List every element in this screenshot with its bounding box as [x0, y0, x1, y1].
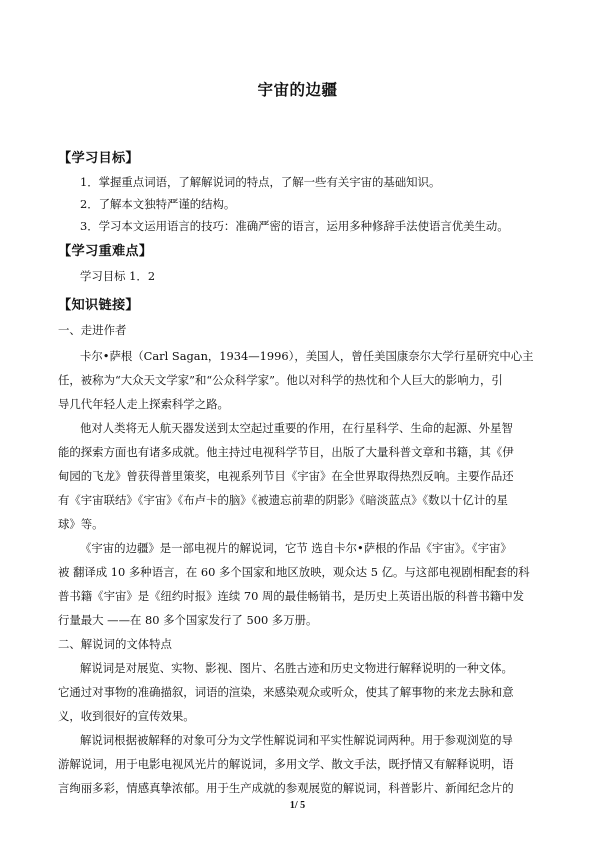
goal-item-2: 2．了解本文独特严谨的结构。 [80, 197, 236, 211]
paragraph-line: 导几代年轻人走上探索科学之路。 [58, 397, 229, 411]
paragraph-line: 义，收到很好的宣传效果。 [58, 709, 195, 723]
paragraph-line: 解说词根据被解释的对象可分为文学性解说词和平实性解说词两种。用于参观浏览的导 [80, 733, 513, 747]
page-number: 1/ 5 [289, 800, 306, 811]
part1-heading: 一、走进作者 [58, 323, 127, 337]
paragraph-line: 普书籍《宇宙》是《纽约时报》连续 70 周的最佳畅销书，是历史上英语出版的科普书籍中发 [58, 589, 524, 603]
part2-heading: 二、解说词的文体特点 [58, 637, 172, 651]
paragraph-line: 《宇宙的边疆》是一部电视片的解说词，它节 选自卡尔•萨根的作品《宇宙》。《宇宙》 [80, 541, 512, 555]
paragraph-line: 甸园的飞龙》曾获得普里策奖，电视系列节目《宇宙》在全世界取得热烈反响。主要作品还 [58, 469, 514, 483]
goal-item-3: 3．学习本文运用语言的技巧：准确严密的语言，运用多种修辞手法使语言优美生动。 [80, 219, 509, 233]
goal-item-1: 1．掌握重点词语，了解解说词的特点，了解一些有关宇宙的基础知识。 [80, 175, 441, 189]
section-heading-goals: 【学习目标】 [58, 151, 139, 166]
section-heading-knowledge: 【知识链接】 [58, 298, 139, 313]
paragraph-line: 能的探索方面也有诸多成就。他主持过电视科学节目，出版了大量科普文章和书籍，其《伊 [58, 445, 514, 459]
paragraph-line: 言绚丽多彩，情感真挚浓郁。用于生产成就的参观展览的解说词，科普影片、新闻纪念片的 [58, 781, 514, 795]
section-heading-keypoints: 【学习重难点】 [58, 244, 153, 259]
page-title: 宇宙的边疆 [257, 80, 338, 99]
paragraph-line: 它通过对事物的准确描叙，词语的渲染，来感染观众或听众，使其了解事物的来龙去脉和意 [58, 685, 514, 699]
paragraph-line: 球》等。 [58, 517, 104, 531]
paragraph-line: 行量最大 ——在 80 多个国家发行了 500 多万册。 [58, 613, 318, 627]
paragraph-line: 被 翻译成 10 多种语言，在 60 多个国家和地区放映，观众达 5 亿。与这部电视剧相配套的科 [58, 565, 530, 579]
paragraph-line: 有《宇宙联结》《宇宙》《布卢卡的脑》《被遗忘前辈的阴影》《暗淡蓝点》《数以十亿计的星 [58, 493, 508, 507]
paragraph-line: 游解说词，用于电影电视风光片的解说词，多用文学、散文手法，既抒情又有解释说明，语 [58, 757, 514, 771]
paragraph-line: 解说词是对展览、实物、影视、图片、名胜古迹和历史文物进行解释说明的一种文体。 [80, 661, 513, 675]
keypoints-text: 学习目标 1．2 [80, 269, 156, 283]
paragraph-line: 任，被称为“大众天文学家”和“公众科学家”。他以对科学的热忱和个人巨大的影响力，引 [58, 373, 503, 387]
paragraph-line: 他对人类将无人航天器发送到太空起过重要的作用，在行星科学、生命的起源、外星智 [80, 421, 513, 435]
paragraph-line: 卡尔•萨根（Carl Sagan，1934—1996），美国人，曾任美国康奈尔大学行星研究中心主 [80, 349, 534, 363]
